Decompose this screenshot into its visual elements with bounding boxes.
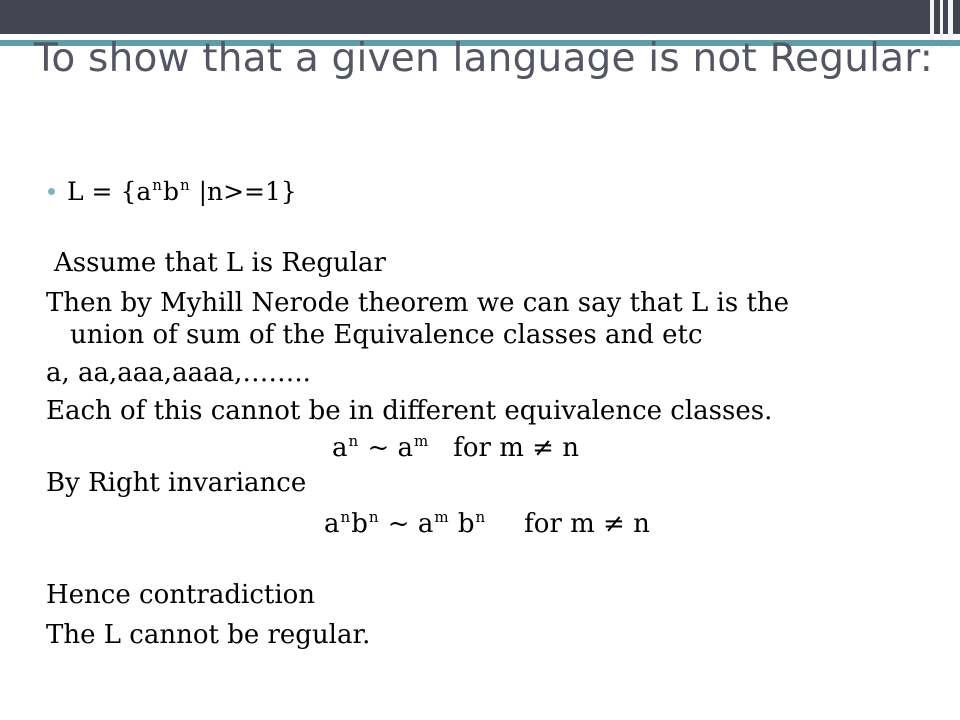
text-part: L = {a [67, 177, 152, 206]
line-hence: Hence contradiction [46, 580, 316, 610]
text-part: ~ a [359, 433, 414, 463]
superscript: m [434, 508, 449, 526]
line-assume: Assume that L is Regular [54, 248, 386, 278]
slide-title: To show that a given language is not Regular: [34, 36, 934, 81]
text-part: b [351, 509, 368, 539]
line-myhill-2: union of sum of the Equivalence classes and etc [70, 320, 703, 350]
line-each: Each of this cannot be in different equivalence classes. [46, 396, 773, 426]
bullet-icon [48, 188, 55, 195]
text-part: a [324, 509, 340, 539]
superscript: n [152, 176, 162, 194]
superscript: n [368, 508, 379, 526]
text-part: b [449, 509, 475, 539]
equation-equivalence [332, 432, 579, 463]
text-part: ~ a [379, 509, 434, 539]
text-part: |n>=1} [190, 177, 297, 206]
line-conclusion: The L cannot be regular. [46, 620, 371, 650]
superscript: m [414, 432, 429, 450]
text-part: a [332, 433, 348, 463]
bullet-language-definition [48, 176, 297, 206]
text-part: for m ≠ n [453, 433, 579, 463]
superscript: n [348, 432, 359, 450]
line-myhill-1: Then by Myhill Nerode theorem we can say that L is the [46, 288, 790, 318]
text-part: b [162, 177, 179, 206]
line-sequence: a, aa,aaa,aaaa,…….. [46, 358, 311, 388]
superscript: n [340, 508, 351, 526]
line-right-invariance: By Right invariance [46, 468, 307, 498]
text-part: for m ≠ n [524, 509, 650, 539]
slide-top-bar [0, 0, 960, 34]
superscript: n [475, 508, 486, 526]
superscript: n [179, 176, 190, 194]
equation-right-invariance [324, 508, 650, 539]
